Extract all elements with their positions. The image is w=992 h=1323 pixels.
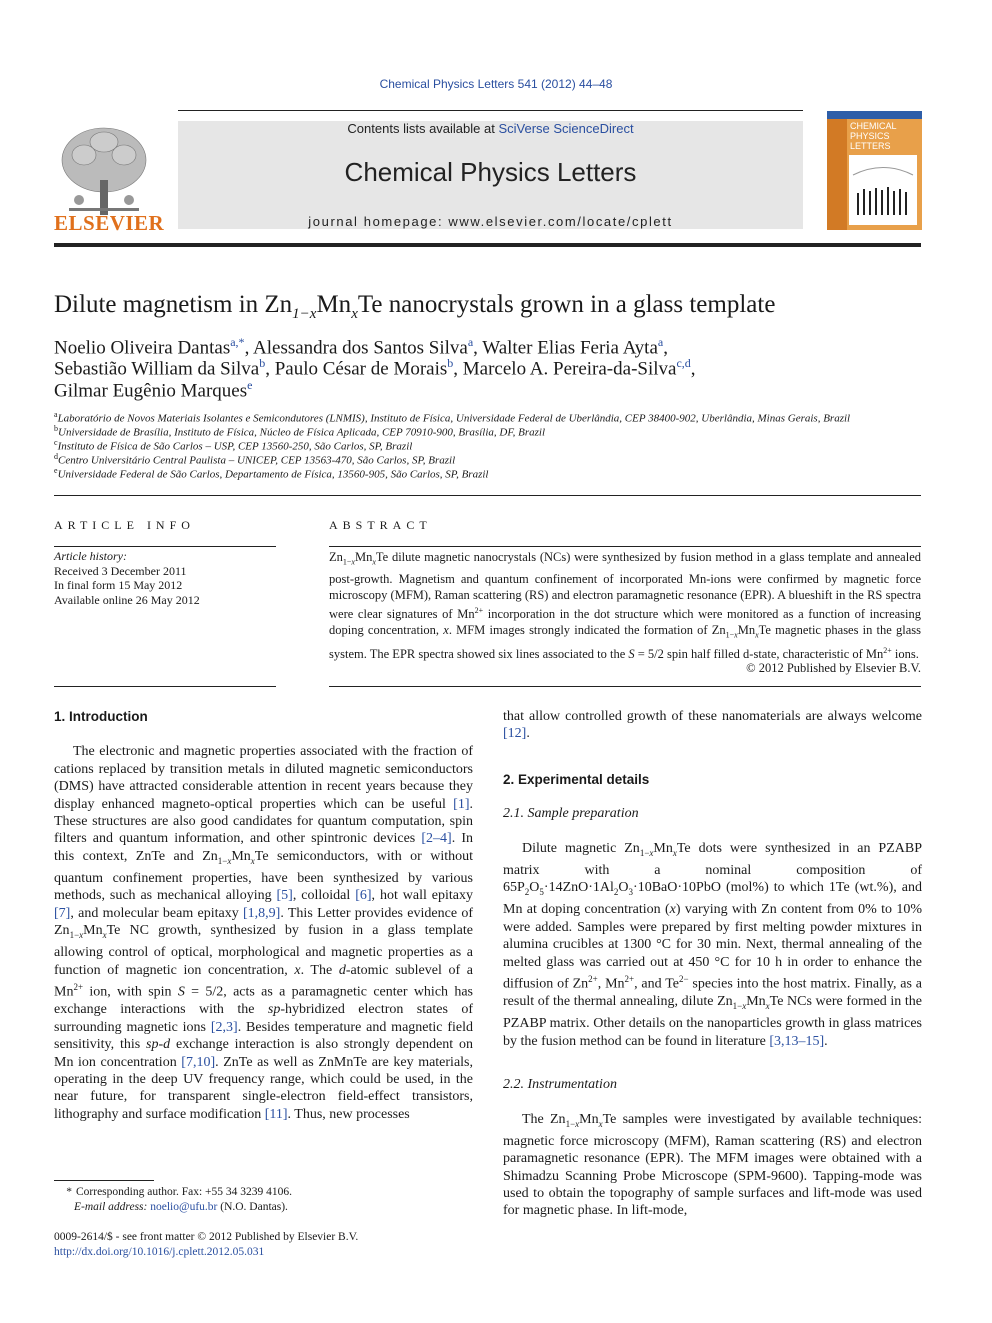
author-affil-sup[interactable]: e <box>247 378 253 392</box>
article-info-heading: ARTICLE INFO <box>54 518 195 532</box>
affil-sup: c <box>54 438 58 447</box>
citation-link[interactable]: [12] <box>503 726 527 742</box>
abstract-rule <box>329 546 921 547</box>
citation-link[interactable]: [6] <box>355 888 372 904</box>
header-top-rule <box>178 110 803 111</box>
author-name: , Paulo César de Morais <box>265 358 448 380</box>
cover-band <box>827 111 922 119</box>
journal-citation[interactable]: Chemical Physics Letters 541 (2012) 44–48 <box>379 77 613 91</box>
asterisk-icon: * <box>66 1186 72 1198</box>
article-history <box>54 549 276 607</box>
affil-text: Laboratório de Novos Materiais Isolantes e Semicondutores (LNMIS), Instituto de Física, Universidade Federal de Uberlândia, CEP 38400-902, Uberlândia, Minas Gerais, Brazil <box>57 412 851 425</box>
email-link[interactable]: noelio@ufu.br <box>150 1201 218 1213</box>
corresponding-author-note <box>54 1185 292 1200</box>
title-rule <box>54 495 921 496</box>
online-date: Available online 26 May 2012 <box>54 592 200 607</box>
citation-link[interactable]: [7] <box>54 905 71 921</box>
intro-paragraph: The electronic and magnetic properties associated with the fraction of cations replaced by transition metals in diluted magnetic semiconductors (DMS) have attracted considerable attention in recent years because they display enhanced magneto-optical properties which can be useful [1]. These structures are also good candidates for quantum computation, spin filters and quantum information, and other spintronic devices [2–4]. In this context, ZnTe and $Zn_{1-x}Mn_xTe$ semiconductors, with or without quantum confinement properties, have been synthesized by various methods, such as mechanical alloying [5], colloidal [6], hot wall epitaxy [7], and molecular beam epitaxy [1,8,9]. This Letter provides evidence of $Zn_{1-x}Mn_xTe$ NC growth, synthesized by fusion in a glass template allowing control of optical, morphological and magnetic properties as a function of magnetic ion concentration, x. The d-atomic sublevel of a $Mn^{2+}$ ion, with spin S = 5/2, acts as a paramagnetic center which has exchange interactions with the sp-hybridized electron states of surrounding magnetic ions [2,3]. Besides temperature and magnetic field sensitivity, this sp-d exchange interaction is also strongly dependent on Mn ion concentration [7,10]. ZnTe as well as ZnMnTe are key materials, operating in the deep UV frequency range, which could be used, in the near future, for transparent single-electron field-effect transistors, lithography and surface modification [11]. Thus, new processes <box>54 744 473 1122</box>
email-suffix: (N.O. Dantas). <box>217 1201 288 1213</box>
abstract-heading: ABSTRACT <box>329 518 432 532</box>
title-part: Mn <box>316 291 352 318</box>
instrumentation-paragraph: The $Zn_{1-x}Mn_xTe$ samples were investigated by available techniques: magnetic force microscopy (MFM), Raman scattering (RS) and electron paramagnetic resonance (EPR). The MFM images were obtained with a Shimadzu Scanning Probe Microscope (SPM-9600). Tapping-mode was used to obtain the topography of sample surfaces and lift-mode was used for magnetic phase. In lift-mode, <box>503 1111 922 1219</box>
author-name: Sebastião William da Silva <box>54 358 260 380</box>
section-heading-intro: 1. Introduction <box>54 709 148 724</box>
affil-text: Instituto de Física de São Carlos – USP, CEP 13560-250, São Carlos, SP, Brazil <box>57 440 413 453</box>
article-info-rule <box>54 546 276 547</box>
abstract-copyright: © 2012 Published by Elsevier B.V. <box>746 661 921 675</box>
author-name: Noelio Oliveira Dantas <box>54 337 231 359</box>
sample-prep-paragraph: Dilute magnetic $Zn_{1-x}Mn_xTe$ dots were synthesized in an PZABP matrix with a nominal composition of $65P_2O_5\cdot 14ZnO\cdot 1Al_2O_3\cdot 10BaO\cdot 10PbO$ (mol%) to which 1Te (wt.%), and Mn at doping concentration (x) varying with Zn content from 0% to 10% were added. Samples were prepared by first melting powder mixtures in alumina crucibles at 1300 °C for 30 min. Next, thermal annealing of the melted glass was carried out at 450 °C for 10 h in order to enhance the diffusion of $Zn^{2+}$, $Mn^{2+}$, and $Te^{2-}$ species into the host matrix. Finally, as a result of the thermal annealing, dilute $Zn_{1-x}Mn_xTe$ NCs were formed in the PZABP matrix. Other details on the nanoparticles growth in glass matrices by the fusion method can be found in literature [3,13–15]. <box>503 840 923 1049</box>
email-label: E-mail address: <box>74 1201 148 1213</box>
cover-title: CHEMICAL PHYSICS LETTERS <box>850 121 897 151</box>
doi-link[interactable]: http://dx.doi.org/10.1016/j.cplett.2012.05.031 <box>54 1246 265 1258</box>
author-line-2 <box>54 356 696 380</box>
issn-line: 0009-2614/$ - see front matter © 2012 Published by Elsevier B.V. <box>54 1231 359 1243</box>
journal-cover-thumbnail <box>827 111 922 230</box>
affil-text: Centro Universitário Central Paulista – UNICEP, CEP 13563-470, São Carlos, SP, Brazil <box>58 454 456 467</box>
author-line-3 <box>54 378 252 402</box>
paper-title <box>54 291 775 323</box>
affiliation-c <box>54 438 412 453</box>
header-bottom-rule <box>54 243 921 247</box>
title-sub: 1−x <box>292 306 317 322</box>
section-heading-experimental: 2. Experimental details <box>503 771 650 787</box>
author-sep: , <box>663 337 668 359</box>
author-name: , Marcelo A. Pereira-da-Silva <box>453 358 677 380</box>
corresponding-text: Corresponding author. Fax: +55 34 3239 4106. <box>76 1186 293 1198</box>
author-name: , Walter Elias Feria Ayta <box>473 337 658 359</box>
email-note <box>54 1200 292 1215</box>
affiliation-d <box>54 452 455 467</box>
footnote <box>54 1185 292 1215</box>
final-form-date: In final form 15 May 2012 <box>54 578 183 592</box>
article-info-bottom-rule <box>54 686 276 687</box>
subsection-heading-sample-prep: 2.1. Sample preparation <box>503 806 639 822</box>
affiliation-e <box>54 466 488 481</box>
cover-image-panel <box>849 155 917 225</box>
affil-text: Universidade Federal de São Carlos, Departamento de Física, 13560-905, São Carlos, SP, Brazil <box>57 468 489 481</box>
page-footer <box>54 1230 358 1260</box>
author-name: Gilmar Eugênio Marques <box>54 380 248 402</box>
author-affil-sup[interactable]: c,d <box>676 356 691 370</box>
author-name: , Alessandra dos Santos Silva <box>244 337 468 359</box>
author-affil-sup[interactable]: b <box>447 356 454 370</box>
intro-continuation: that allow controlled growth of these nanomaterials are always welcome [12]. <box>503 709 922 742</box>
affil-sup: b <box>54 424 58 433</box>
subsection-heading-instrumentation: 2.2. Instrumentation <box>503 1077 617 1093</box>
author-affil-sup[interactable]: b <box>259 356 266 370</box>
abstract-bottom-rule <box>329 686 921 687</box>
citation-link[interactable]: [11] <box>264 1106 288 1122</box>
author-affil-sup[interactable]: a <box>467 335 474 349</box>
citation-link[interactable]: [2,3] <box>210 1019 238 1035</box>
journal-title: Chemical Physics Letters <box>344 157 637 187</box>
affiliation-a <box>54 410 850 425</box>
citation-link[interactable]: [7,10] <box>181 1054 216 1070</box>
author-affil-sup[interactable]: a,* <box>230 335 245 349</box>
affil-sup: e <box>54 466 58 475</box>
affil-text: Universidade de Brasília, Instituto de Física, Núcleo de Física Aplicada, CEP 70910-900, Brasília, DF, Brazil <box>58 426 546 439</box>
citation-link[interactable]: [2–4] <box>421 831 452 847</box>
author-affil-sup[interactable]: a <box>657 335 664 349</box>
cover-graphic-icon <box>849 155 917 225</box>
title-part: Te nanocrystals grown in a glass template <box>357 291 776 318</box>
citation-link[interactable]: [5] <box>276 888 293 904</box>
received-date: Received 3 December 2011 <box>54 563 187 578</box>
footnote-rule <box>54 1180 154 1181</box>
affiliation-b <box>54 424 545 439</box>
affil-sup: a <box>54 410 58 419</box>
citation-link[interactable]: [3,13–15] <box>769 1033 825 1049</box>
right-column <box>503 708 922 1220</box>
affil-sup: d <box>54 452 58 461</box>
sciencedirect-link[interactable]: SciVerse ScienceDirect <box>498 121 634 136</box>
citation-link[interactable]: [1] <box>453 796 470 812</box>
contents-line <box>178 121 803 136</box>
history-label: Article history: <box>54 549 127 563</box>
cover-strip <box>827 111 847 230</box>
journal-homepage[interactable]: journal homepage: www.elsevier.com/locate/cplett <box>308 214 673 229</box>
elsevier-wordmark: ELSEVIER <box>54 211 165 235</box>
title-sub: x <box>351 306 358 322</box>
left-column <box>54 708 473 1123</box>
author-sep: , <box>690 358 696 380</box>
contents-prefix: Contents lists available at <box>347 121 499 136</box>
title-part: Dilute magnetism in Zn <box>54 291 293 318</box>
abstract-text: $Zn_{1-x}Mn_xTe$ dilute magnetic nanocrystals (NCs) were synthesized by fusion method in a glass template and annealed post-growth. Magnetism and quantum confinement of incorporated Mn-ions were confirmed by magnetic force microscopy (MFM), Raman scattering (RS) and electron paramagnetic resonance (EPR). A blueshift in the RS spectra were clear signatures of $Mn^{2+}$ incorporation in the dot structure which were monitored as a function of increasing doping concentration, x. MFM images strongly indicated the formation of $Zn_{1-x}Mn_xTe$ magnetic phases in the glass system. The EPR spectra showed six lines associated to the S = 5/2 spin half filled d-state, characteristic of $Mn^{2+}$ ions. <box>329 550 922 662</box>
citation-link[interactable]: [1,8,9] <box>243 905 281 921</box>
